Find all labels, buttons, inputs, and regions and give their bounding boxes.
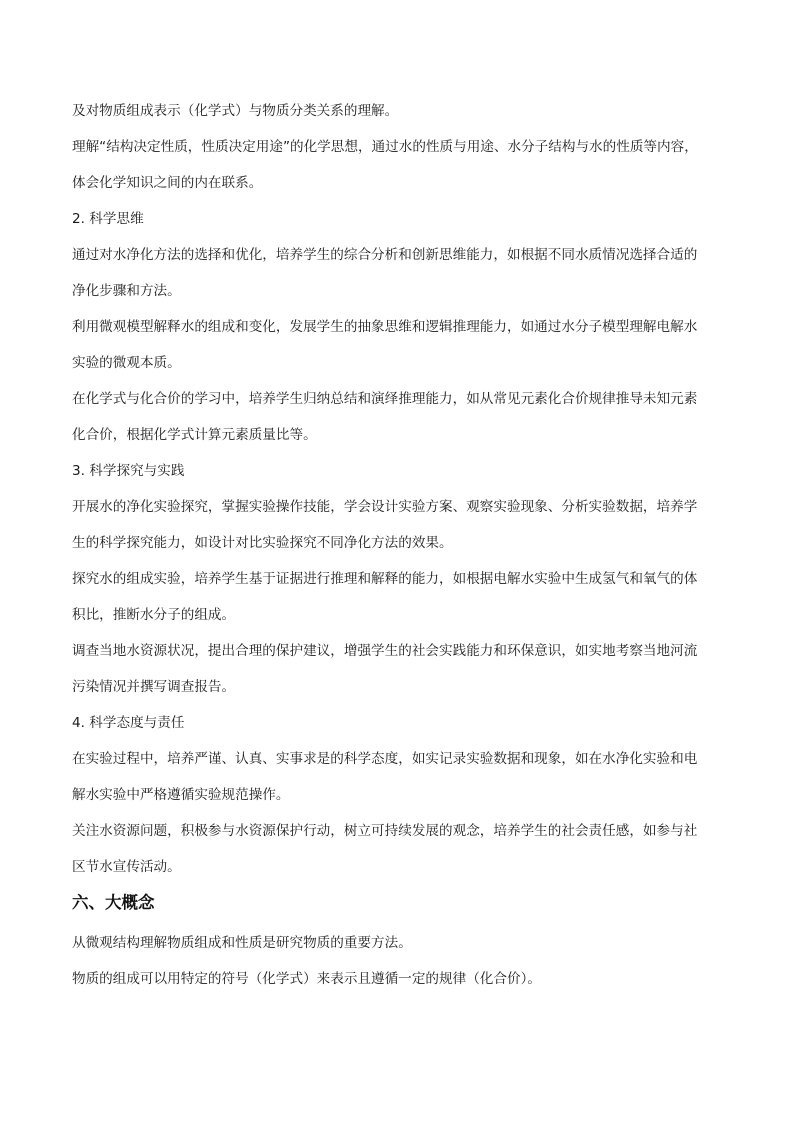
text-line: 及对物质组成表示（化学式）与物质分类关系的理解。: [72, 103, 399, 119]
text-line: 通过对水净化方法的选择和优化，培养学生的综合分析和创新思维能力，如根据不同水质情况选择合适的: [72, 247, 698, 263]
text-line: 理解“结构决定性质，性质决定用途”的化学思想，通过水的性质与用途、水分子结构与水的性质等内容，: [72, 139, 698, 155]
text-line: 探究水的组成实验，培养学生基于证据进行推理和解释的能力，如根据电解水实验中生成氢气和氧气的体: [72, 571, 698, 587]
text-line: 调查当地水资源状况，提出合理的保护建议，增强学生的社会实践能力和环保意识，如实地考察当地河流: [72, 643, 698, 659]
text-line: 区节水宣传活动。: [72, 859, 181, 875]
text-line: 解水实验中严格遵循实验规范操作。: [72, 787, 290, 803]
text-line: 从微观结构理解物质组成和性质是研究物质的重要方法。: [72, 935, 412, 951]
text-line: 生的科学探究能力，如设计对比实验探究不同净化方法的效果。: [72, 535, 453, 551]
text-line: 利用微观模型解释水的组成和变化，发展学生的抽象思维和逻辑推理能力，如通过水分子模型理解电解水: [72, 319, 698, 335]
text-line: 关注水资源问题，积极参与水资源保护行动，树立可持续发展的观念，培养学生的社会责任感，如参与社: [72, 823, 698, 839]
text-line: 在化学式与化合价的学习中，培养学生归纳总结和演绎推理能力，如从常见元素化合价规律推导未知元素: [72, 391, 698, 407]
text-line: 体会化学知识之间的内在联系。: [72, 175, 263, 191]
section-title-inquiry-practice: 3. 科学探究与实践: [72, 463, 185, 479]
text-line: 开展水的净化实验探究，掌握实验操作技能，学会设计实验方案、观察实验现象、分析实验数据，培养学: [72, 499, 698, 515]
text-line: 净化步骤和方法。: [72, 283, 181, 299]
section-title-scientific-thinking: 2. 科学思维: [72, 211, 144, 227]
text-line: 化合价，根据化学式计算元素质量比等。: [72, 427, 317, 443]
text-line: 物质的组成可以用特定的符号（化学式）来表示且遵循一定的规律（化合价）。: [72, 971, 541, 987]
text-line: 积比，推断水分子的组成。: [72, 607, 236, 623]
text-line: 实验的微观本质。: [72, 355, 181, 371]
section-title-attitude-responsibility: 4. 科学态度与责任: [72, 715, 185, 731]
section-heading-big-concept: 六、大概念: [72, 893, 155, 912]
text-line: 在实验过程中，培养严谨、认真、实事求是的科学态度，如实记录实验数据和现象，如在水净化实验和电: [72, 751, 698, 767]
text-line: 污染情况并撰写调查报告。: [72, 679, 236, 695]
